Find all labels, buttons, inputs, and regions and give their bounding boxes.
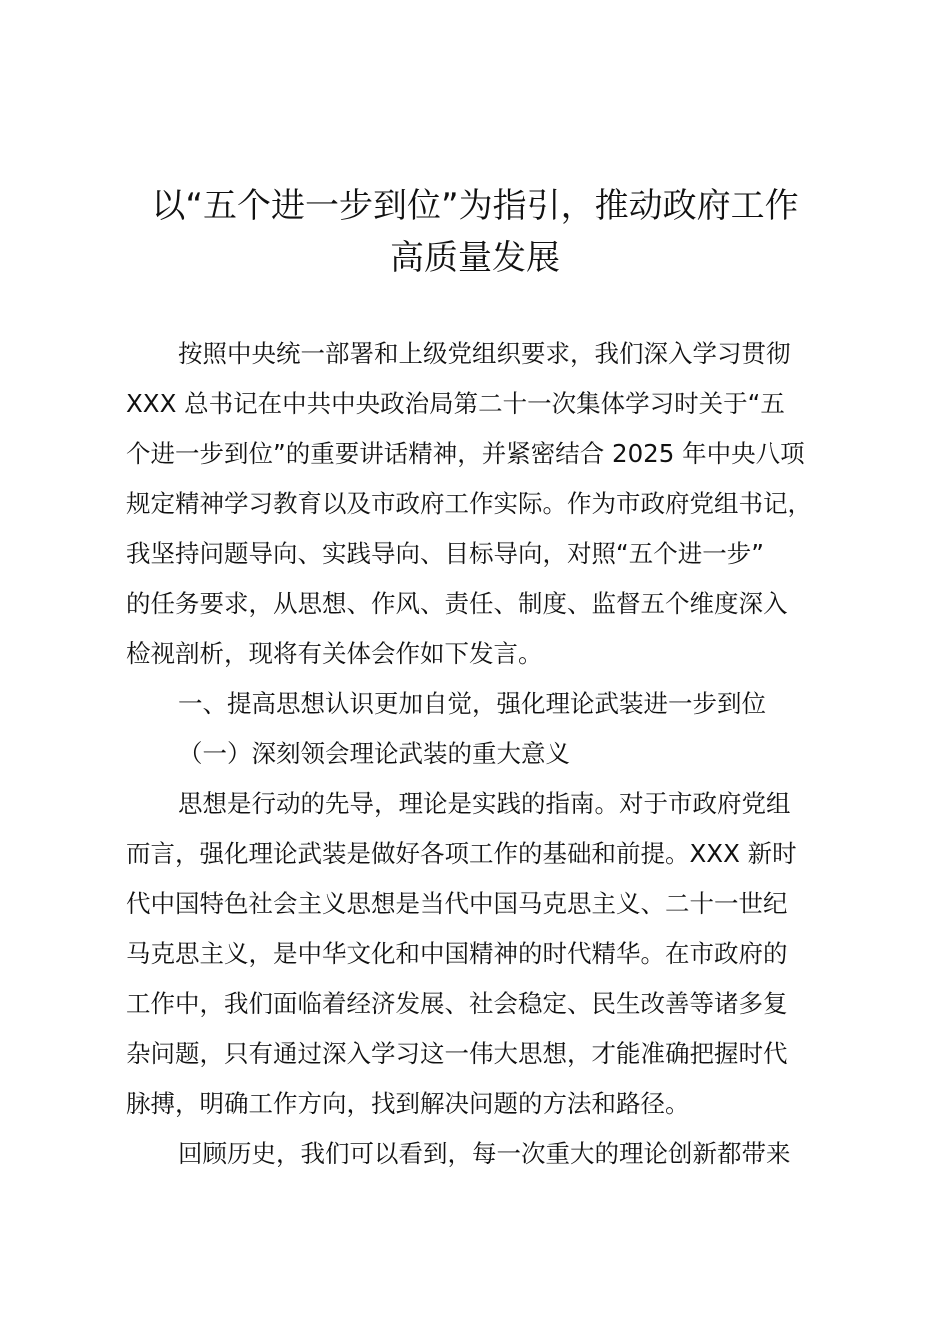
paragraph-line: XXX 总书记在中共中央政治局第二十一次集体学习时关于“五 xyxy=(126,389,785,418)
paragraph-line: 思想是行动的先导，理论是实践的指南。对于市政府党组 xyxy=(178,789,791,818)
paragraph-line: 我坚持问题导向、实践导向、目标导向，对照“五个进一步” xyxy=(126,539,764,568)
paragraph-line: 的任务要求，从思想、作风、责任、制度、监督五个维度深入 xyxy=(126,589,788,618)
subsection-heading: （一）深刻领会理论武装的重大意义 xyxy=(178,739,570,768)
paragraph-line: 代中国特色社会主义思想是当代中国马克思主义、二十一世纪 xyxy=(126,889,788,918)
paragraph-line: 脉搏，明确工作方向，找到解决问题的方法和路径。 xyxy=(126,1089,690,1118)
paragraph-line: 马克思主义，是中华文化和中国精神的时代精华。在市政府的 xyxy=(126,939,788,968)
paragraph-line: 杂问题，只有通过深入学习这一伟大思想，才能准确把握时代 xyxy=(126,1039,788,1068)
paragraph-line: 检视剖析，现将有关体会作如下发言。 xyxy=(126,639,543,668)
paragraph-line: 按照中央统一部署和上级党组织要求，我们深入学习贯彻 xyxy=(178,339,791,368)
paragraph-line: 工作中，我们面临着经济发展、社会稳定、民生改善等诸多复 xyxy=(126,989,788,1018)
document-title-line-2: 高质量发展 xyxy=(390,238,560,278)
paragraph-line: 而言，强化理论武装是做好各项工作的基础和前提。XXX 新时 xyxy=(126,839,797,868)
document-title-line-1: 以“五个进一步到位”为指引，推动政府工作 xyxy=(151,186,799,226)
section-heading: 一、提高思想认识更加自觉，强化理论武装进一步到位 xyxy=(178,689,766,718)
paragraph-line: 个进一步到位”的重要讲话精神，并紧密结合 2025 年中央八项 xyxy=(126,439,805,468)
paragraph-line: 规定精神学习教育以及市政府工作实际。作为市政府党组书记， xyxy=(126,489,812,518)
paragraph-line: 回顾历史，我们可以看到，每一次重大的理论创新都带来 xyxy=(178,1139,791,1168)
